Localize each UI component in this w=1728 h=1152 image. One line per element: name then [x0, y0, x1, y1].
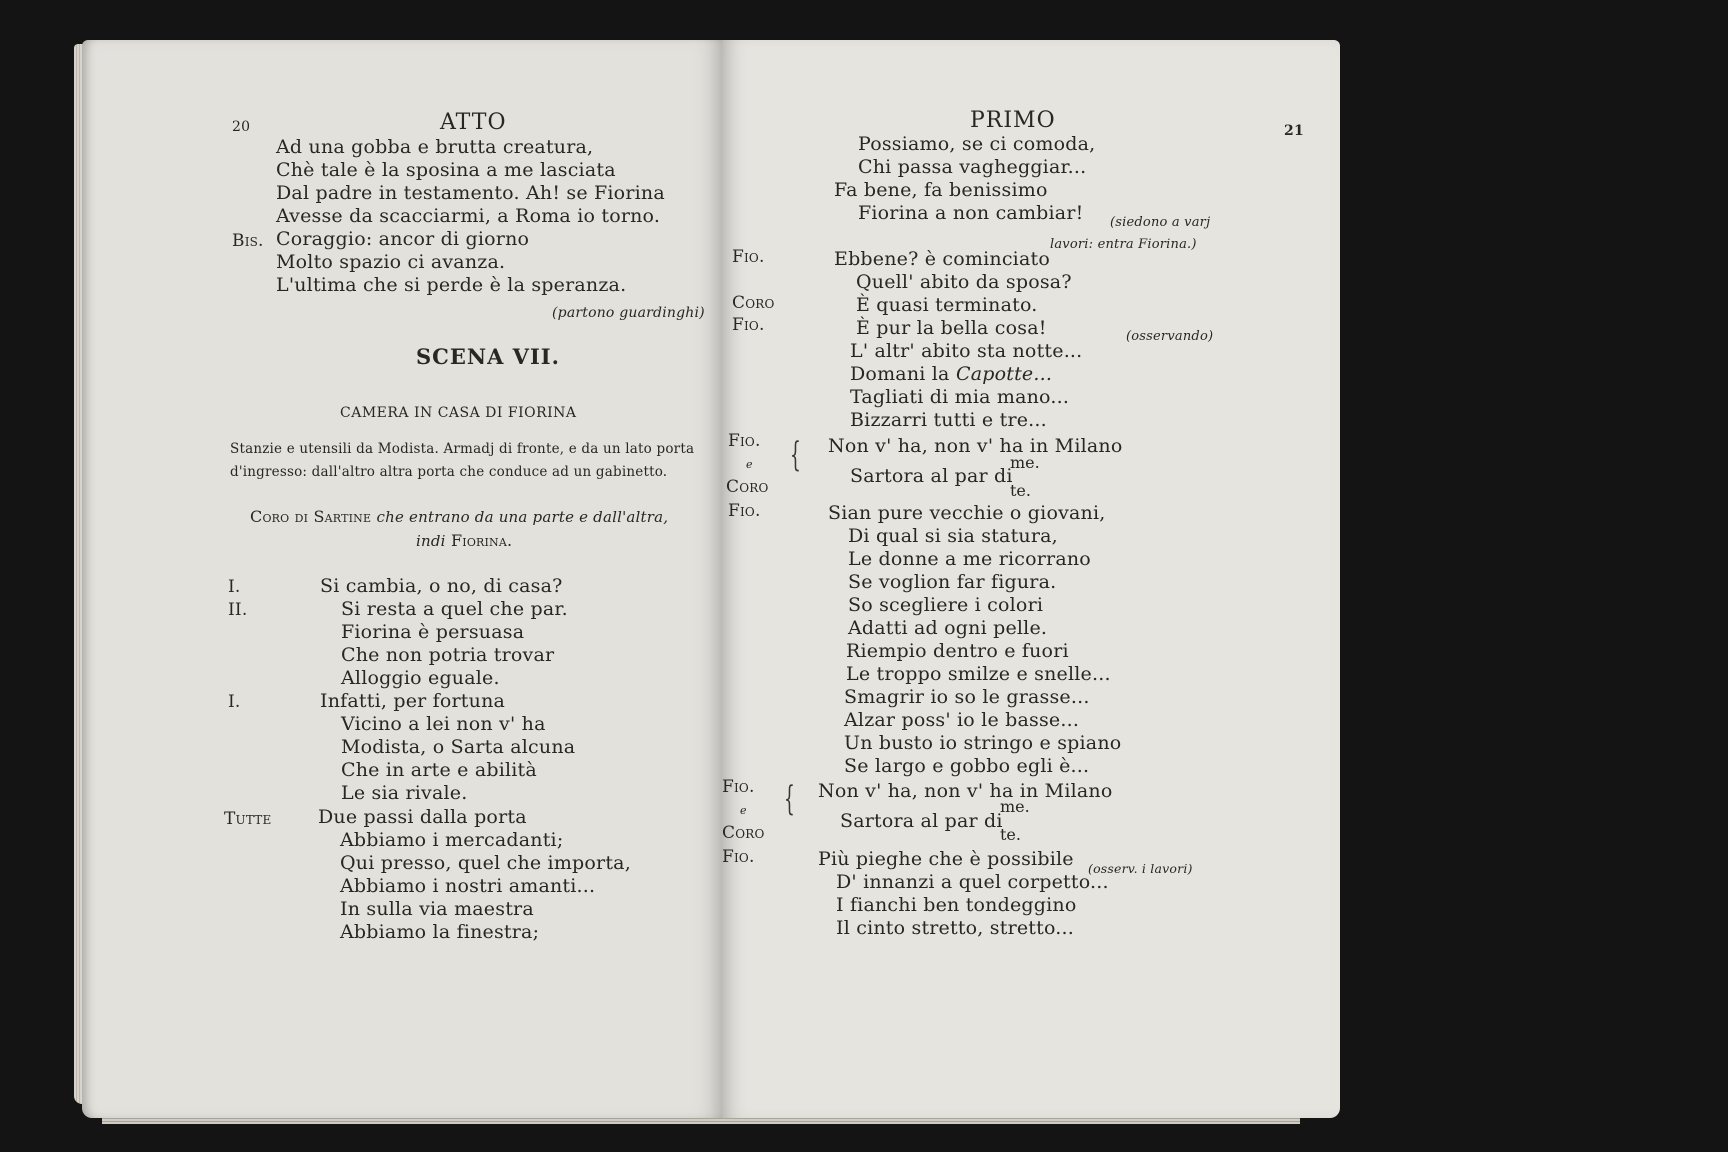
chorus-line: Si resta a quel che par.	[341, 598, 568, 620]
rhyme-te: te.	[1010, 481, 1031, 500]
verse-line-italic: Capotte...	[956, 363, 1053, 385]
verse-line: Non v' ha, non v' ha in Milano	[818, 780, 1113, 802]
verse-line: L' altr' abito sta notte...	[850, 340, 1083, 362]
speaker-label: II.	[228, 600, 248, 620]
verse-line: Chi passa vagheggiar...	[858, 156, 1087, 178]
verse-line: È quasi terminato.	[856, 294, 1038, 316]
verse-line: Quell' abito da sposa?	[856, 271, 1072, 293]
chorus-line: Abbiamo la finestra;	[340, 921, 540, 943]
verse-line: Avesse da scacciarmi, a Roma io torno.	[276, 205, 661, 227]
verse-line: Bizzarri tutti e tre...	[850, 409, 1047, 431]
chorus-line: Che in arte e abilità	[341, 759, 537, 781]
verse-line: Non v' ha, non v' ha in Milano	[828, 435, 1123, 457]
verse-line: Il cinto stretto, stretto...	[836, 917, 1074, 939]
verse-line: Sartora al par di	[850, 465, 1013, 487]
page-number: 20	[232, 119, 251, 135]
brace-icon: {	[790, 435, 801, 475]
chorus-line: Vicino a lei non v' ha	[341, 713, 546, 735]
stage-direction: (osserv. i lavori)	[1088, 861, 1193, 876]
stage-direction: (partono guardinghi)	[552, 305, 705, 321]
open-book	[82, 40, 1340, 1118]
speaker-fio: Fio.	[728, 431, 761, 451]
verse-line: Sartora al par di	[840, 810, 1003, 832]
chorus-line: Alloggio eguale.	[341, 667, 500, 689]
speaker-fio: Fio.	[732, 315, 765, 335]
verse-line: Chè tale è la sposina a me lasciata	[276, 159, 616, 181]
stage-direction: lavori: entra Fiorina.)	[1050, 237, 1197, 252]
verse-line: Ad una gobba e brutta creatura,	[276, 136, 594, 158]
chorus-direction: che entrano da una parte e dall'altra,	[376, 508, 669, 526]
verse-line: Ebbene? è cominciato	[834, 248, 1050, 270]
stage-direction: (osservando)	[1126, 329, 1214, 344]
speaker-coro: Coro	[732, 293, 775, 313]
chorus-line: In sulla via maestra	[340, 898, 534, 920]
verse-line: Più pieghe che è possibile	[818, 848, 1074, 870]
running-head: PRIMO	[970, 108, 1056, 133]
right-page	[722, 40, 1340, 1118]
speaker-label: I.	[228, 577, 241, 597]
verse-line: Dal padre in testamento. Ah! se Fiorina	[276, 182, 665, 204]
verse-line: Di qual si sia statura,	[848, 525, 1058, 547]
verse-line: Le troppo smilze e snelle...	[846, 663, 1111, 685]
rhyme-me: me.	[1010, 453, 1040, 472]
bis-label: Bis.	[232, 231, 264, 251]
speaker-and: e	[746, 458, 753, 471]
place-heading: CAMERA IN CASA DI FIORINA	[340, 405, 577, 421]
verse-line: D' innanzi a quel corpetto...	[836, 871, 1109, 893]
speaker-label: I.	[228, 692, 241, 712]
verse-line: Sian pure vecchie o giovani,	[828, 502, 1106, 524]
scene-description: Stanzie e utensili da Modista. Armadj di fronte, e da un lato porta	[230, 441, 695, 457]
verse-line: I fianchi ben tondeggino	[836, 894, 1077, 916]
scene-description: d'ingresso: dall'altro altra porta che conduce ad un gabinetto.	[230, 464, 668, 480]
verse-line: Domani la	[850, 363, 950, 385]
verse-line: Tagliati di mia mano...	[850, 386, 1070, 408]
verse-line: Molto spazio ci avanza.	[276, 251, 506, 273]
verse-line: Un busto io stringo e spiano	[844, 732, 1122, 754]
brace-icon: {	[784, 779, 795, 819]
verse-line: Se voglion far figura.	[848, 571, 1057, 593]
verse-line: Fa bene, fa benissimo	[834, 179, 1048, 201]
chorus-line: Qui presso, quel che importa,	[340, 852, 631, 874]
chorus-line: Infatti, per fortuna	[320, 690, 506, 712]
speaker-label: Tutte	[224, 809, 272, 829]
stage-direction: (siedono a varj	[1110, 215, 1211, 230]
left-page	[82, 40, 722, 1118]
rhyme-te: te.	[1000, 825, 1021, 844]
verse-line: Riempio dentro e fuori	[846, 640, 1069, 662]
speaker-fio: Fio.	[732, 247, 765, 267]
verse-line: Alzar poss' io le basse...	[844, 709, 1080, 731]
chorus-heading	[250, 506, 668, 528]
chorus-line: Abbiamo i mercadanti;	[340, 829, 564, 851]
verse-line: Possiamo, se ci comoda,	[858, 133, 1096, 155]
verse-line: Smagrir io so le grasse...	[844, 686, 1090, 708]
chorus-line: Le sia rivale.	[341, 782, 468, 804]
chorus-heading-2	[416, 530, 512, 552]
verse-line: Adatti ad ogni pelle.	[848, 617, 1048, 639]
verse-line: Le donne a me ricorrano	[848, 548, 1091, 570]
verse-line: Fiorina a non cambiar!	[858, 202, 1084, 224]
scene-title: SCENA VII.	[416, 344, 560, 369]
speaker-fio: Fio.	[722, 847, 755, 867]
verse-line: È pur la bella cosa!	[856, 317, 1047, 339]
chorus-line: Due passi dalla porta	[318, 806, 527, 828]
verse-line: Se largo e gobbo egli è...	[844, 755, 1090, 777]
speaker-fio: Fio.	[728, 501, 761, 521]
verse-line: Coraggio: ancor di giorno	[276, 228, 530, 250]
rhyme-me: me.	[1000, 797, 1030, 816]
speaker-coro: Coro	[726, 477, 769, 497]
chorus-line: Modista, o Sarta alcuna	[341, 736, 576, 758]
speaker-coro: Coro	[722, 823, 765, 843]
verse-line: L'ultima che si perde è la speranza.	[276, 274, 627, 296]
speaker-fio: Fio.	[722, 777, 755, 797]
verse-line: So scegliere i colori	[848, 594, 1044, 616]
chorus-line: Fiorina è persuasa	[341, 621, 525, 643]
running-head: ATTO	[440, 110, 507, 135]
chorus-fiorina: Fiorina.	[450, 531, 513, 550]
chorus-direction-indi: indi	[416, 532, 446, 550]
chorus-line: Si cambia, o no, di casa?	[320, 575, 563, 597]
page-number: 21	[1284, 123, 1304, 139]
chorus-line: Abbiamo i nostri amanti...	[340, 875, 596, 897]
chorus-name: Coro di Sartine	[250, 507, 372, 526]
chorus-line: Che non potria trovar	[341, 644, 555, 666]
speaker-and: e	[740, 804, 747, 817]
